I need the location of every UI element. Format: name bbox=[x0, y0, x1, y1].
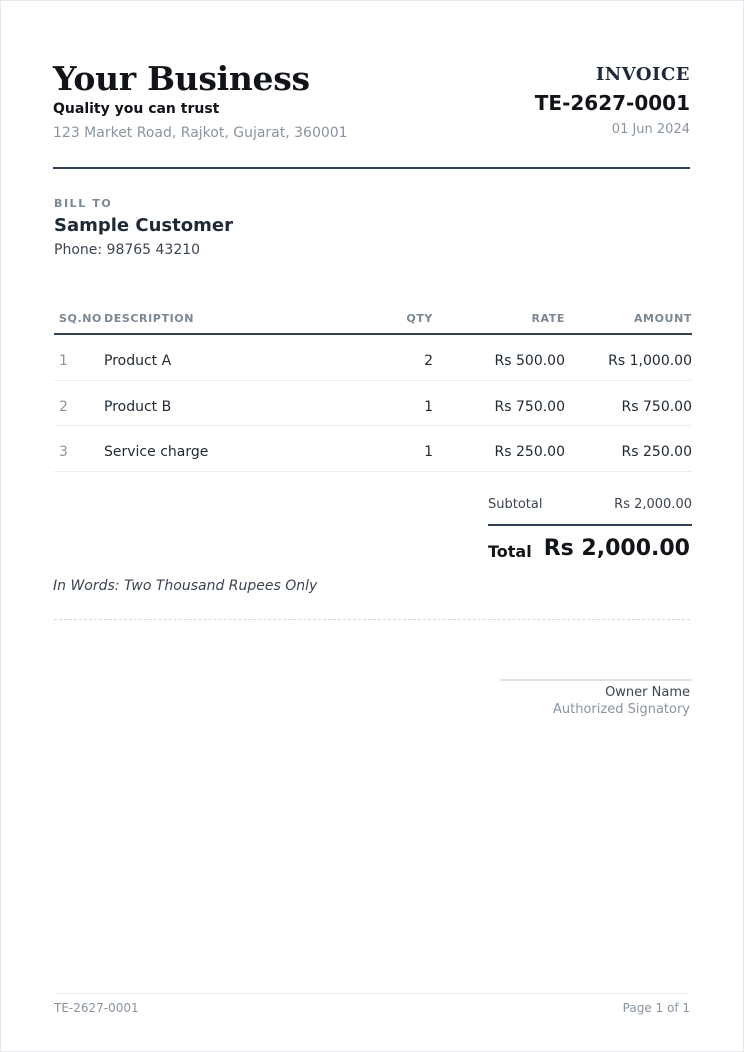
invoice-header bbox=[53, 57, 690, 169]
cell-qty: 2 bbox=[424, 353, 433, 369]
cell-amount: Rs 250.00 bbox=[621, 444, 692, 460]
business-tagline: Quality you can trust bbox=[53, 101, 220, 117]
header-description: DESCRIPTION bbox=[104, 312, 195, 325]
subtotal-value: Rs 2,000.00 bbox=[614, 497, 692, 512]
business-name: Your Business bbox=[53, 59, 310, 98]
customer-name: Sample Customer bbox=[54, 215, 233, 236]
bill-to-label: BILL TO bbox=[54, 197, 113, 210]
line-items-table bbox=[54, 303, 692, 472]
business-address: 123 Market Road, Rajkot, Gujarat, 360001 bbox=[53, 125, 348, 141]
invoice-number: TE-2627-0001 bbox=[534, 91, 690, 115]
total-label: Total bbox=[488, 542, 532, 561]
cell-description: Service charge bbox=[104, 444, 209, 460]
cell-sq-no: 3 bbox=[59, 444, 68, 460]
header-amount: AMOUNT bbox=[633, 312, 692, 325]
footer-divider bbox=[54, 993, 690, 994]
cell-qty: 1 bbox=[424, 444, 433, 460]
table-row bbox=[54, 381, 692, 427]
cell-sq-no: 2 bbox=[59, 398, 68, 415]
table-header bbox=[54, 303, 692, 335]
header-qty: QTY bbox=[406, 312, 433, 325]
subtotal-label: Subtotal bbox=[488, 497, 543, 512]
amount-in-words: In Words: Two Thousand Rupees Only bbox=[53, 578, 318, 594]
cell-amount: Rs 1,000.00 bbox=[608, 353, 692, 369]
total-value: Rs 2,000.00 bbox=[543, 536, 690, 561]
cell-amount: Rs 750.00 bbox=[621, 398, 692, 415]
invoice-date: 01 Jun 2024 bbox=[611, 122, 690, 137]
cell-rate: Rs 250.00 bbox=[494, 444, 565, 460]
table-row bbox=[54, 426, 692, 472]
header-rate: RATE bbox=[531, 312, 565, 325]
cell-sq-no: 1 bbox=[59, 353, 68, 369]
header-sq-no: SQ.NO bbox=[59, 312, 103, 325]
signatory-name: Owner Name bbox=[605, 685, 690, 700]
divider bbox=[54, 619, 690, 620]
cell-rate: Rs 750.00 bbox=[494, 398, 565, 415]
cell-description: Product A bbox=[104, 353, 172, 369]
cell-qty: 1 bbox=[424, 398, 433, 415]
footer-invoice-number: TE-2627-0001 bbox=[54, 1001, 139, 1015]
cell-description: Product B bbox=[104, 398, 172, 415]
subtotal-row bbox=[488, 488, 692, 526]
invoice-heading: INVOICE bbox=[595, 64, 690, 85]
table-row bbox=[54, 335, 692, 381]
footer-page-number: Page 1 of 1 bbox=[622, 1001, 690, 1015]
customer-phone: Phone: 98765 43210 bbox=[54, 242, 201, 258]
signatory-role: Authorized Signatory bbox=[553, 702, 690, 717]
signature-line bbox=[500, 679, 692, 681]
cell-rate: Rs 500.00 bbox=[494, 353, 565, 369]
